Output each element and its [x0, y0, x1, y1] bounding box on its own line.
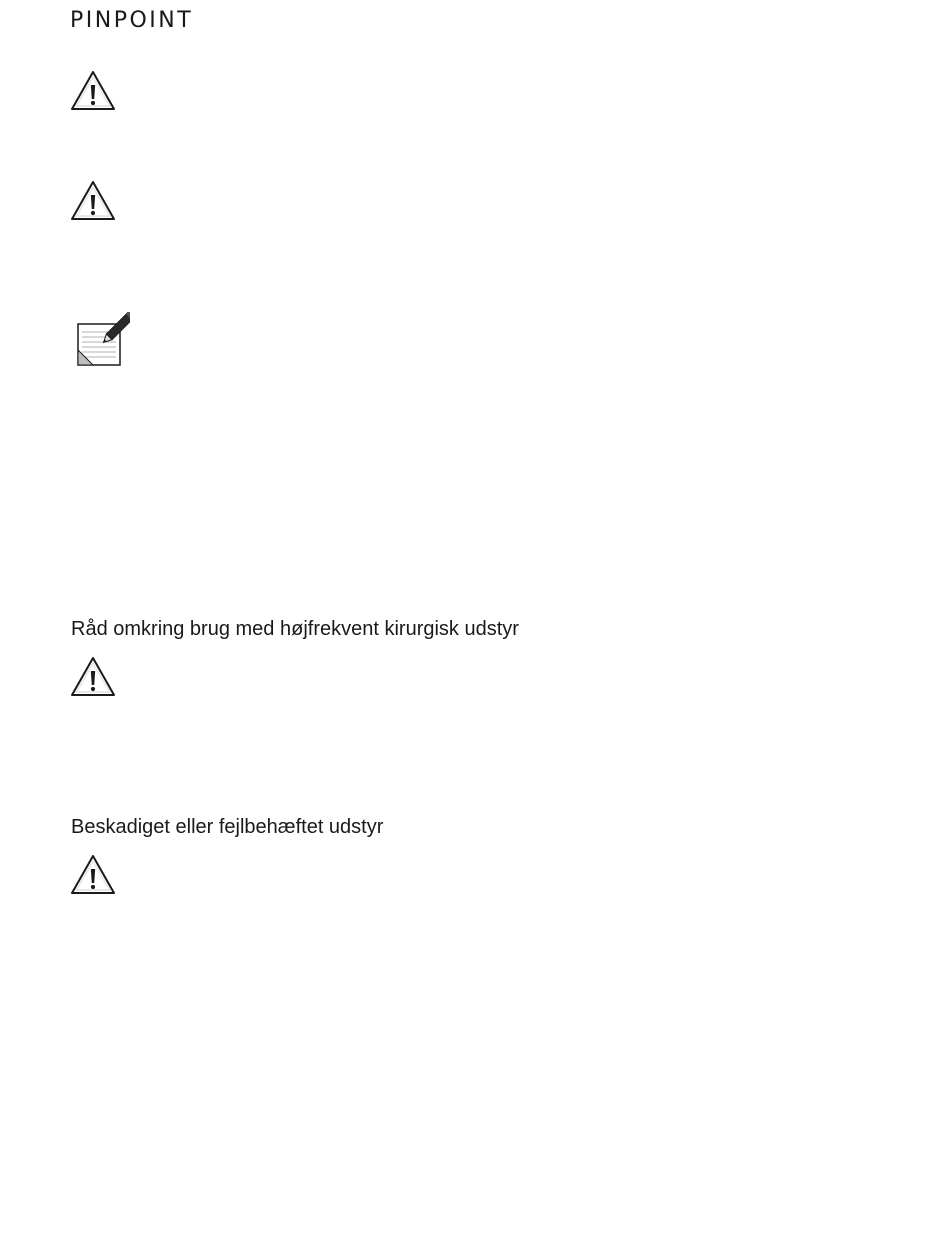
brand-logo: PINPOINT	[70, 8, 194, 33]
section-heading-damaged-equipment: Beskadiget eller fejlbehæftet udstyr	[71, 816, 384, 838]
warning-icon	[70, 854, 116, 896]
warning-icon	[70, 70, 116, 112]
warning-icon	[70, 180, 116, 222]
section-heading-hf-surgical: Råd omkring brug med højfrekvent kirurgisk udstyr	[71, 618, 519, 640]
note-pencil-icon	[76, 312, 130, 368]
warning-icon	[70, 656, 116, 698]
